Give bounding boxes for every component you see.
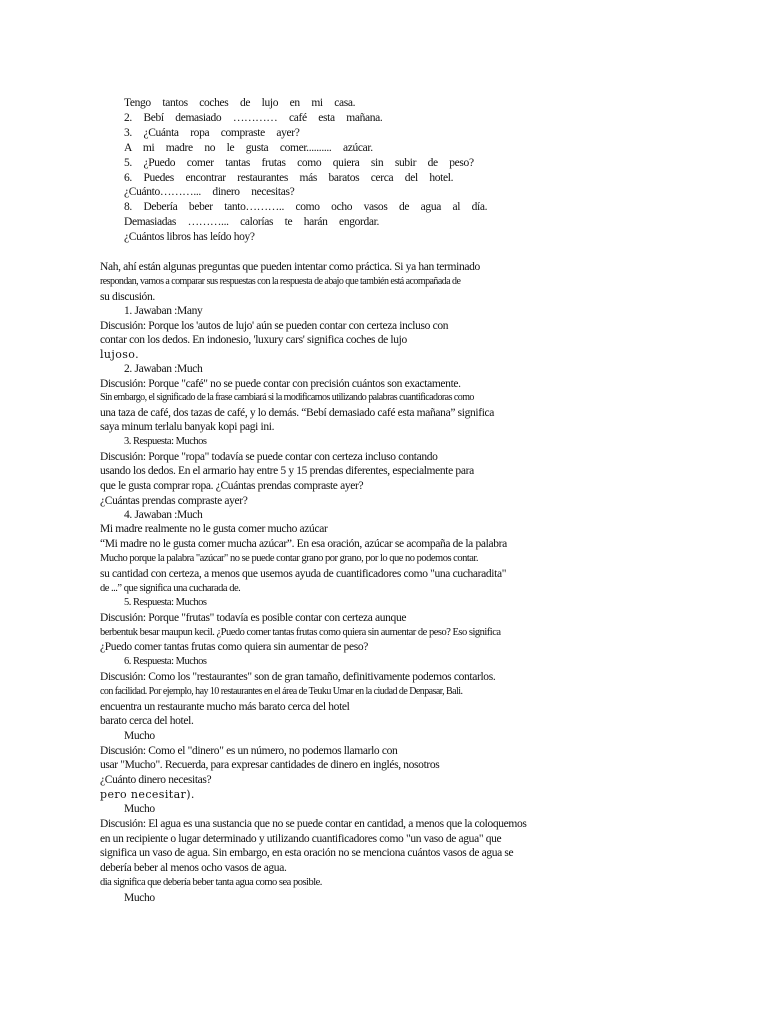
answer-4-line-3: Mucho porque la palabra "azúcar" no se puede contar grano por grano, por lo que no podemos contar. — [100, 553, 478, 564]
answer-1-line-2: contar con los dedos. En indonesio, 'luxury cars' significa coches de lujo — [100, 334, 407, 346]
answer-8-line-2: en un recipiente o lugar determinado y utilizando cuantificadores como "un vaso de agua" que — [100, 833, 502, 845]
question-9: Demasiadas ………... calorías te harán engordar. — [124, 216, 380, 228]
answer-2-line-4: saya minum terlalu banyak kopi pagi ini. — [100, 421, 275, 433]
question-7: ¿Cuánto………... dinero necesitas? — [124, 186, 295, 198]
answer-4-line-5: de ...” que significa una cucharada de. — [100, 583, 241, 594]
answer-7-line-3: ¿Cuánto dinero necesitas? — [100, 774, 212, 786]
answer-3-line-2: usando los dedos. En el armario hay entre 5 y 15 prendas diferentes, especialmente para — [100, 465, 474, 477]
answer-3-line-4: ¿Cuántas prendas compraste ayer? — [100, 495, 248, 507]
answer-1-line-3: lujoso. — [100, 348, 140, 361]
question-3: 3. ¿Cuánta ropa compraste ayer? — [124, 127, 300, 139]
answer-2-line-3: una taza de café, dos tazas de café, y lo demás. “Bebí demasiado café esta mañana” significa — [100, 407, 495, 419]
answer-5-line-2: berbentuk besar maupun kecil. ¿Puedo comer tantas frutas como quiera sin aumentar de peso? Eso significa — [100, 627, 501, 638]
answer-7-line-1: Discusión: Como el "dinero" es un número, no podemos llamarlo con — [100, 745, 398, 757]
answer-6-line-3: encuentra un restaurante mucho más barato cerca del hotel — [100, 701, 350, 713]
answer-8-line-3: significa un vaso de agua. Sin embargo, en esta oración no se menciona cuántos vasos de agua se — [100, 847, 514, 859]
answer-8-line-5: dia significa que debería beber tanta agua como sea posible. — [100, 877, 322, 888]
answer-8-heading: Mucho — [124, 803, 155, 815]
answer-2-line-1: Discusión: Porque "café" no se puede contar con precisión cuántos son exactamente. — [100, 378, 461, 390]
answer-4-line-4: su cantidad con certeza, a menos que usemos ayuda de cuantificadores como "una cucharadita" — [100, 568, 507, 580]
answer-8-line-4: debería beber al menos ocho vasos de agua. — [100, 862, 287, 874]
answer-4-line-1: Mi madre realmente no le gusta comer mucho azúcar — [100, 523, 328, 535]
question-6: 6. Puedes encontrar restaurantes más baratos cerca del hotel. — [124, 172, 454, 184]
answer-7-line-4: pero necesitar). — [100, 788, 195, 801]
answer-3-line-1: Discusión: Porque "ropa" todavía se puede contar con certeza incluso contando — [100, 451, 438, 463]
question-2: 2. Bebí demasiado ………… café esta mañana. — [124, 112, 383, 124]
intro-line-1: Nah, ahí están algunas preguntas que pueden intentar como práctica. Si ya han terminado — [100, 261, 480, 273]
answer-2-line-2: Sin embargo, el significado de la frase cambiará si la modificamos utilizando palabras cuantificadoras como — [100, 392, 474, 403]
answer-1-heading: 1. Jawaban :Many — [124, 305, 203, 317]
answer-4-heading: 4. Jawaban :Much — [124, 509, 203, 521]
question-1: Tengo tantos coches de lujo en mi casa. — [124, 97, 356, 109]
question-10: ¿Cuántos libros has leído hoy? — [124, 231, 255, 243]
question-5: 5. ¿Puedo comer tantas frutas como quiera sin subir de peso? — [124, 157, 474, 169]
answer-1-line-1: Discusión: Porque los 'autos de lujo' aún se pueden contar con certeza incluso con — [100, 320, 449, 332]
answer-2-heading: 2. Jawaban :Much — [124, 363, 203, 375]
answer-6-line-4: barato cerca del hotel. — [100, 715, 194, 727]
answer-6-line-1: Discusión: Como los "restaurantes" son de gran tamaño, definitivamente podemos contarlos. — [100, 671, 496, 683]
answer-6-heading: 6. Respuesta: Muchos — [124, 656, 207, 667]
answer-7-line-2: usar "Mucho". Recuerda, para expresar cantidades de dinero en inglés, nosotros — [100, 759, 440, 771]
intro-line-2: respondan, vamos a comparar sus respuestas con la respuesta de abajo que también está acompañada de — [100, 276, 461, 287]
answer-8-line-1: Discusión: El agua es una sustancia que no se puede contar en cantidad, a menos que la coloquemos — [100, 818, 527, 830]
question-8: 8. Debería beber tanto……….. como ocho vasos de agua al día. — [124, 201, 488, 213]
answer-3-line-3: que le gusta comprar ropa. ¿Cuántas prendas compraste ayer? — [100, 480, 364, 492]
answer-7-heading: Mucho — [124, 730, 155, 742]
answer-4-line-2: “Mi madre no le gusta comer mucha azúcar”. En esa oración, azúcar se acompaña de la palabra — [100, 538, 507, 550]
intro-line-3: su discusión. — [100, 291, 155, 303]
question-4: A mi madre no le gusta comer.......... azúcar. — [124, 142, 373, 154]
answer-5-heading: 5. Respuesta: Muchos — [124, 597, 207, 608]
answer-6-line-2: con facilidad. Por ejemplo, hay 10 restaurantes en el área de Teuku Umar en la ciudad de Denpasar, Bali. — [100, 686, 463, 697]
answer-5-line-1: Discusión: Porque "frutas" todavía es posible contar con certeza aunque — [100, 612, 407, 624]
answer-3-heading: 3. Respuesta: Muchos — [124, 436, 207, 447]
answer-9-heading: Mucho — [124, 892, 155, 904]
answer-5-line-3: ¿Puedo comer tantas frutas como quiera sin aumentar de peso? — [100, 641, 368, 653]
